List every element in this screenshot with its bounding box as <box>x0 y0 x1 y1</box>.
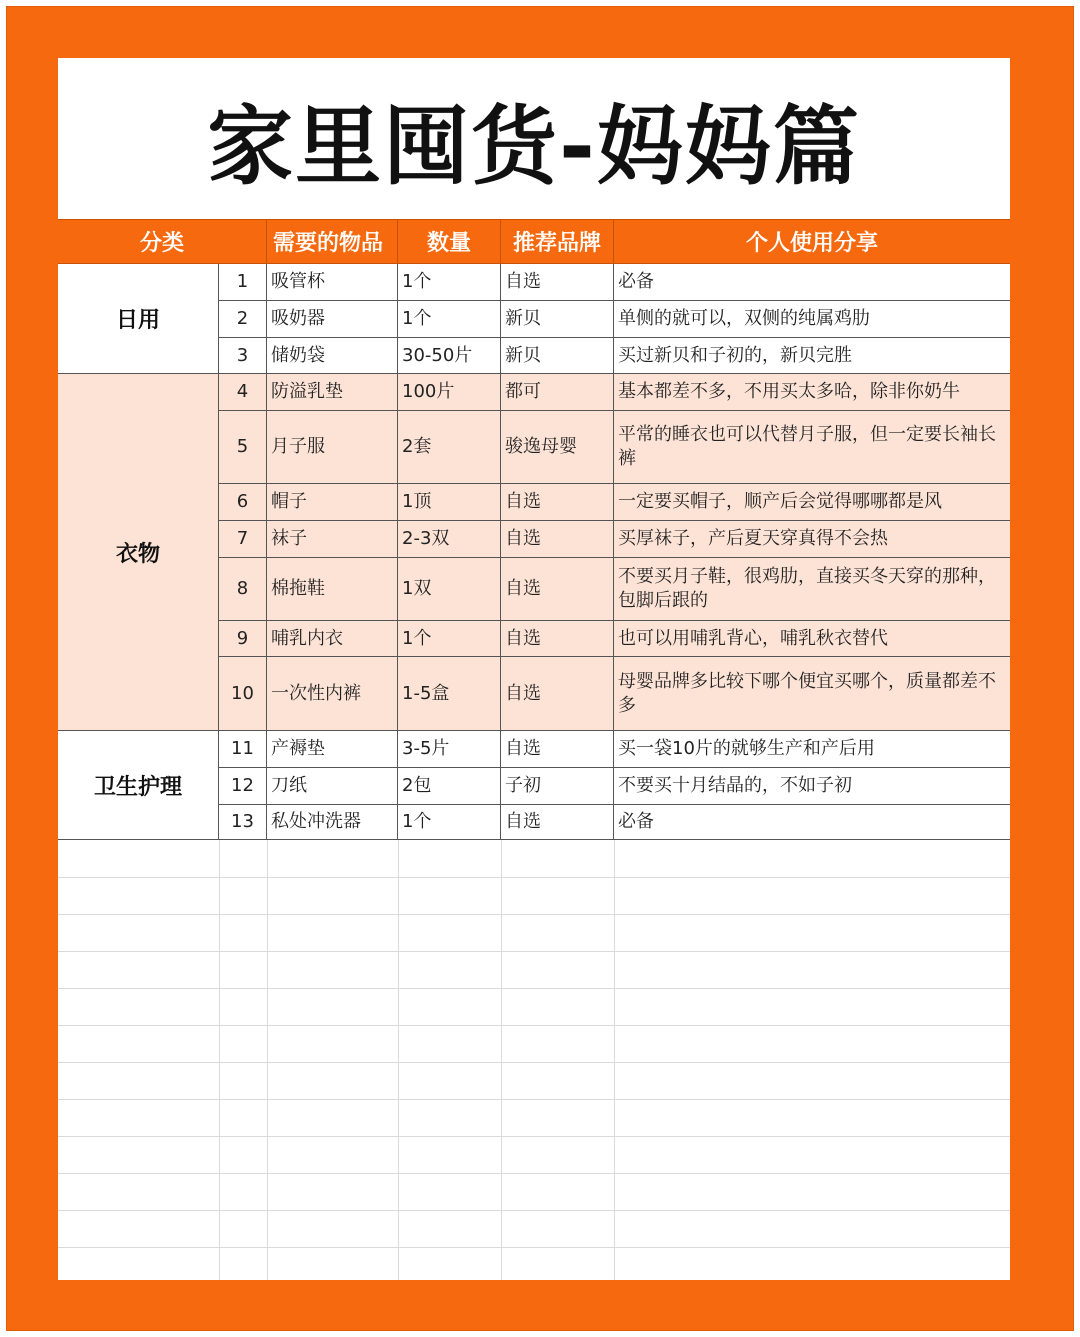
share-cell: 买过新贝和子初的，新贝完胜 <box>614 338 1010 374</box>
quantity-cell: 1个 <box>398 805 501 840</box>
item-cell: 一次性内裤 <box>267 657 398 731</box>
table-header <box>58 219 1010 264</box>
item-cell: 吸奶器 <box>267 301 398 338</box>
brand-cell: 自选 <box>501 521 614 558</box>
row-number-cell: 4 <box>219 374 267 411</box>
grid-line <box>219 840 220 1280</box>
grid-line <box>58 1099 1010 1100</box>
grid-line <box>501 840 502 1280</box>
item-cell: 刀纸 <box>267 768 398 805</box>
share-cell: 买厚袜子，产后夏天穿真得不会热 <box>614 521 1010 558</box>
share-cell: 也可以用哺乳背心，哺乳秋衣替代 <box>614 621 1010 657</box>
share-cell: 必备 <box>614 805 1010 840</box>
quantity-cell: 100片 <box>398 374 501 411</box>
row-number-cell: 1 <box>219 264 267 301</box>
grid-line <box>58 914 1010 915</box>
share-cell: 单侧的就可以，双侧的纯属鸡肋 <box>614 301 1010 338</box>
quantity-cell: 2套 <box>398 411 501 484</box>
quantity-cell: 2-3双 <box>398 521 501 558</box>
brand-cell: 新贝 <box>501 338 614 374</box>
quantity-cell: 1个 <box>398 301 501 338</box>
header-share: 个人使用分享 <box>745 231 878 256</box>
grid-line <box>58 988 1010 989</box>
quantity-cell: 2包 <box>398 768 501 805</box>
share-cell: 基本都差不多，不用买太多哈，除非你奶牛 <box>614 374 1010 411</box>
grid-line <box>58 1136 1010 1137</box>
item-cell: 月子服 <box>267 411 398 484</box>
item-cell: 储奶袋 <box>267 338 398 374</box>
item-cell: 吸管杯 <box>267 264 398 301</box>
item-cell: 防溢乳垫 <box>267 374 398 411</box>
quantity-cell: 1-5盒 <box>398 657 501 731</box>
grid-line <box>58 1247 1010 1248</box>
row-number-cell: 9 <box>219 621 267 657</box>
grid-line <box>58 1210 1010 1211</box>
quantity-cell: 30-50片 <box>398 338 501 374</box>
grid-line <box>267 840 268 1280</box>
brand-cell: 新贝 <box>501 301 614 338</box>
grid-line <box>58 951 1010 952</box>
brand-cell: 自选 <box>501 558 614 621</box>
quantity-cell: 1双 <box>398 558 501 621</box>
category-cell: 卫生护理 <box>58 731 219 840</box>
category-cell: 衣物 <box>58 374 219 731</box>
quantity-cell: 1个 <box>398 621 501 657</box>
brand-cell: 自选 <box>501 264 614 301</box>
brand-cell: 自选 <box>501 621 614 657</box>
row-number-cell: 12 <box>219 768 267 805</box>
item-cell: 产褥垫 <box>267 731 398 768</box>
share-cell: 平常的睡衣也可以代替月子服，但一定要长袖长裤 <box>614 411 1010 484</box>
header-category: 分类 <box>58 220 267 263</box>
brand-cell: 自选 <box>501 484 614 521</box>
grid-line <box>58 1173 1010 1174</box>
grid-line <box>58 1062 1010 1063</box>
row-number-cell: 3 <box>219 338 267 374</box>
share-cell: 母婴品牌多比较下哪个便宜买哪个，质量都差不多 <box>614 657 1010 731</box>
row-number-cell: 7 <box>219 521 267 558</box>
header-brand: 推荐品牌 <box>501 220 614 263</box>
item-cell: 袜子 <box>267 521 398 558</box>
quantity-cell: 1顶 <box>398 484 501 521</box>
share-cell: 必备 <box>614 264 1010 301</box>
brand-cell: 子初 <box>501 768 614 805</box>
item-cell: 帽子 <box>267 484 398 521</box>
share-cell: 不要买十月结晶的，不如子初 <box>614 768 1010 805</box>
share-cell: 买一袋10片的就够生产和产后用 <box>614 731 1010 768</box>
header-item: 需要的物品 <box>267 220 398 263</box>
spreadsheet <box>58 58 1010 1280</box>
quantity-cell: 3-5片 <box>398 731 501 768</box>
item-cell: 哺乳内衣 <box>267 621 398 657</box>
grid-line <box>58 877 1010 878</box>
category-cell: 日用 <box>58 264 219 374</box>
grid-line <box>398 840 399 1280</box>
share-cell: 不要买月子鞋，很鸡肋，直接买冬天穿的那种，包脚后跟的 <box>614 558 1010 621</box>
row-number-cell: 10 <box>219 657 267 731</box>
brand-cell: 自选 <box>501 657 614 731</box>
header-quantity: 数量 <box>398 220 501 263</box>
row-number-cell: 13 <box>219 805 267 840</box>
brand-cell: 骏逸母婴 <box>501 411 614 484</box>
row-number-cell: 5 <box>219 411 267 484</box>
brand-cell: 自选 <box>501 805 614 840</box>
item-cell: 棉拖鞋 <box>267 558 398 621</box>
brand-cell: 自选 <box>501 731 614 768</box>
share-cell: 一定要买帽子，顺产后会觉得哪哪都是风 <box>614 484 1010 521</box>
grid-line <box>614 840 615 1280</box>
page-title: 家里囤货-妈妈篇 <box>207 96 861 197</box>
quantity-cell: 1个 <box>398 264 501 301</box>
item-cell: 私处冲洗器 <box>267 805 398 840</box>
row-number-cell: 11 <box>219 731 267 768</box>
grid-line <box>58 1025 1010 1026</box>
row-number-cell: 6 <box>219 484 267 521</box>
row-number-cell: 8 <box>219 558 267 621</box>
brand-cell: 都可 <box>501 374 614 411</box>
row-number-cell: 2 <box>219 301 267 338</box>
